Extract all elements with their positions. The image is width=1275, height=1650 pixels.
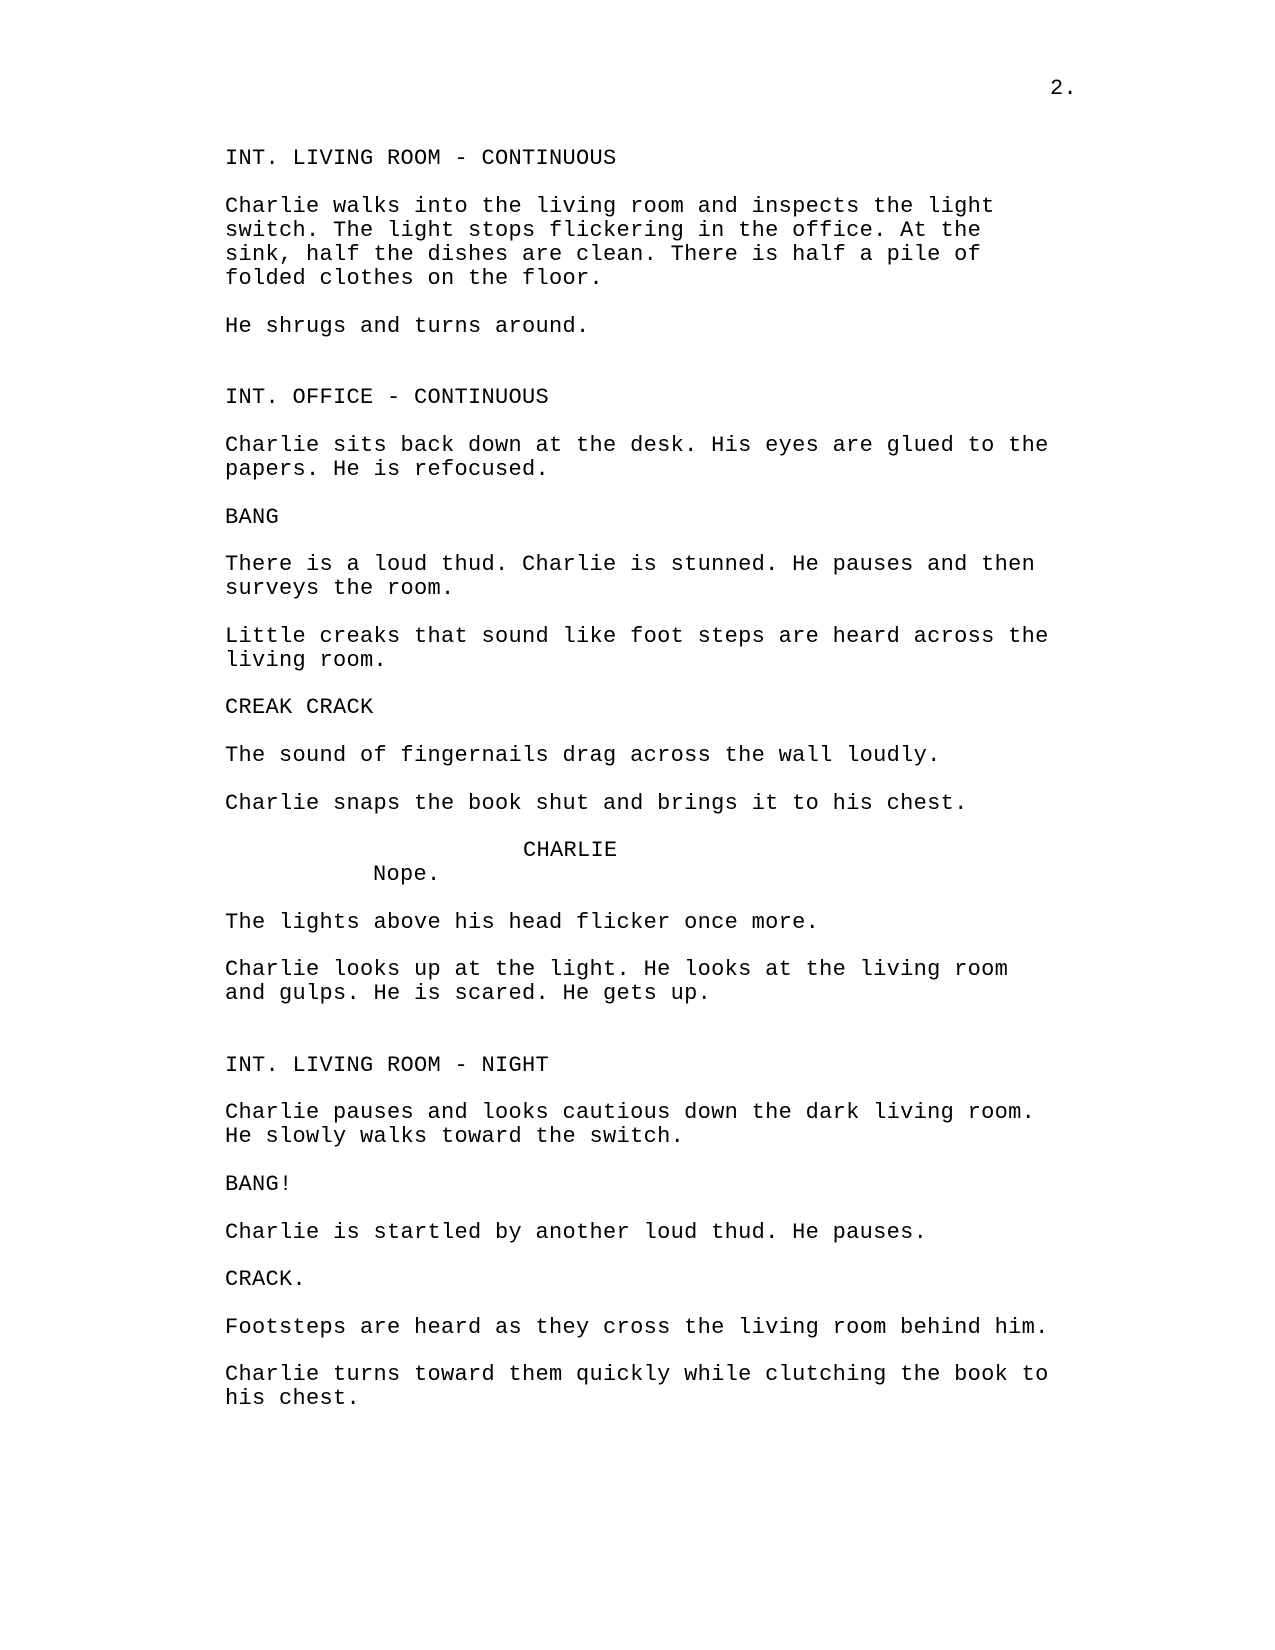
character-name: CHARLIE (523, 838, 618, 863)
sound-effect: CRACK. (225, 1267, 307, 1292)
action-line: The sound of fingernails drag across the wall loudly. (225, 743, 941, 768)
action-line: and gulps. He is scared. He gets up. (225, 981, 712, 1006)
action-line: his chest. (225, 1386, 361, 1411)
scene-heading-office-continuous: INT. OFFICE - CONTINUOUS (225, 385, 550, 410)
dialogue-line: Nope. (373, 862, 441, 887)
action-line: There is a loud thud. Charlie is stunned. He pauses and then (225, 552, 1036, 577)
sound-effect: CREAK CRACK (225, 695, 374, 720)
scene-heading-living-room-continuous: INT. LIVING ROOM - CONTINUOUS (225, 146, 617, 171)
action-line: Footsteps are heard as they cross the living room behind him. (225, 1315, 1049, 1340)
action-line: Charlie is startled by another loud thud. He pauses. (225, 1220, 928, 1245)
action-line: papers. He is refocused. (225, 457, 550, 482)
action-line: Charlie sits back down at the desk. His eyes are glued to the (225, 433, 1049, 458)
action-line: living room. (225, 648, 388, 673)
action-line: Charlie walks into the living room and inspects the light (225, 194, 995, 219)
action-line: Charlie snaps the book shut and brings it to his chest. (225, 791, 968, 816)
page-number: 2. (1050, 76, 1078, 101)
action-line: Little creaks that sound like foot steps are heard across the (225, 624, 1049, 649)
action-line: sink, half the dishes are clean. There is half a pile of (225, 242, 982, 267)
action-line: Charlie turns toward them quickly while clutching the book to (225, 1362, 1049, 1387)
sound-effect: BANG (225, 505, 280, 530)
scene-heading-living-room-night: INT. LIVING ROOM - NIGHT (225, 1053, 550, 1078)
action-line: surveys the room. (225, 576, 455, 601)
action-line: folded clothes on the floor. (225, 266, 604, 291)
action-line: He shrugs and turns around. (225, 314, 590, 339)
action-line: Charlie pauses and looks cautious down the dark living room. (225, 1100, 1036, 1125)
action-line: switch. The light stops flickering in the office. At the (225, 218, 982, 243)
sound-effect: BANG! (225, 1172, 293, 1197)
action-line: The lights above his head flicker once more. (225, 910, 820, 935)
action-line: Charlie looks up at the light. He looks at the living room (225, 957, 1009, 982)
action-line: He slowly walks toward the switch. (225, 1124, 685, 1149)
